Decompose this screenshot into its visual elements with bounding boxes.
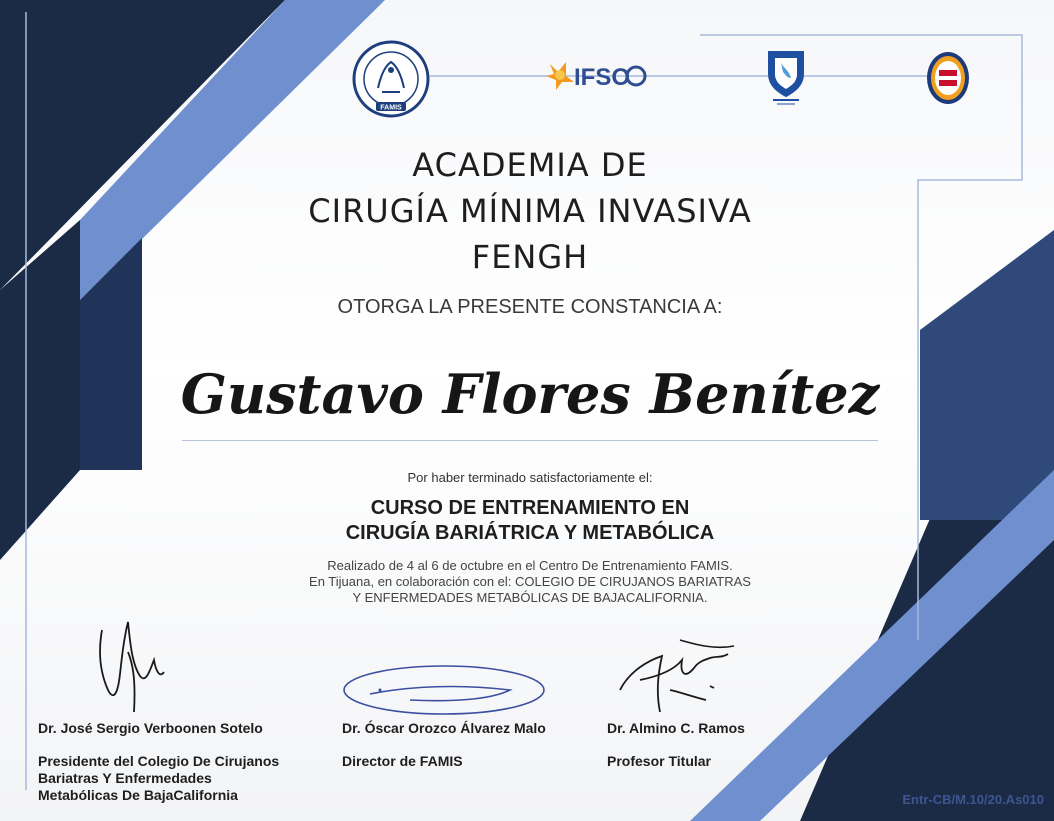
- signatory-role-1: [38, 753, 279, 804]
- signature-verboonen: [88, 612, 178, 722]
- academy-title-line-1: ACADEMIA DE: [412, 146, 648, 184]
- course-title-line-1: CURSO DE ENTRENAMIENTO EN: [370, 497, 690, 519]
- famis-label: FAMIS: [380, 104, 402, 112]
- navy-strip-right: [920, 230, 1054, 520]
- shield-logo: [765, 48, 807, 106]
- signatory-role-2: [342, 753, 463, 770]
- course-details-line-1: Realizado de 4 al 6 de octubre en el Centro De Entrenamiento FAMIS.: [327, 558, 733, 573]
- signature-ramos: [610, 630, 760, 722]
- course-title-line-2: CIRUGÍA BARIÁTRICA Y METABÓLICA: [345, 522, 715, 544]
- completion-reason: Por haber terminado satisfactoriamente el:: [407, 470, 653, 485]
- signatory-name-2: Dr. Óscar Orozco Álvarez Malo: [342, 720, 546, 736]
- ifso-logo: [544, 58, 654, 94]
- course-details-line-3: Y ENFERMEDADES METABÓLICAS DE BAJACALIFORNIA.: [352, 590, 708, 605]
- academy-title: [180, 142, 880, 280]
- award-statement: OTORGA LA PRESENTE CONSTANCIA A:: [337, 296, 723, 318]
- course-details: [180, 558, 880, 606]
- signatory-role-1-line-1: Presidente del Colegio De Cirujanos: [38, 753, 280, 769]
- signatory-role-1-line-2: Bariatras Y Enfermedades: [38, 770, 212, 786]
- signatory-role-3-line-1: Profesor Titular: [607, 753, 711, 769]
- course-details-line-2: En Tijuana, en colaboración con el: COLEGIO DE CIRUJANOS BARIATRAS: [309, 574, 751, 589]
- signatory-role-1-line-3: Metabólicas De BajaCalifornia: [38, 787, 238, 803]
- certificate-code: Entr-CB/M.10/20.As010: [902, 792, 1044, 807]
- ifso-label: IFSO: [574, 64, 631, 91]
- academy-title-line-2: CIRUGÍA MÍNIMA INVASIVA: [308, 192, 752, 230]
- course-title: [180, 496, 880, 546]
- recipient-underline: [182, 440, 878, 441]
- signatory-name-3: Dr. Almino C. Ramos: [607, 720, 745, 736]
- signatory-name-1: Dr. José Sergio Verboonen Sotelo: [38, 720, 263, 736]
- academy-title-line-3: FENGH: [471, 238, 589, 276]
- signatory-role-2-line-1: Director de FAMIS: [342, 753, 463, 769]
- famis-logo: [352, 40, 430, 118]
- signatory-role-3: [607, 753, 711, 770]
- college-seal-logo: [925, 50, 971, 106]
- recipient-name: Gustavo Flores Benítez: [180, 362, 880, 426]
- signature-orozco: [340, 660, 550, 724]
